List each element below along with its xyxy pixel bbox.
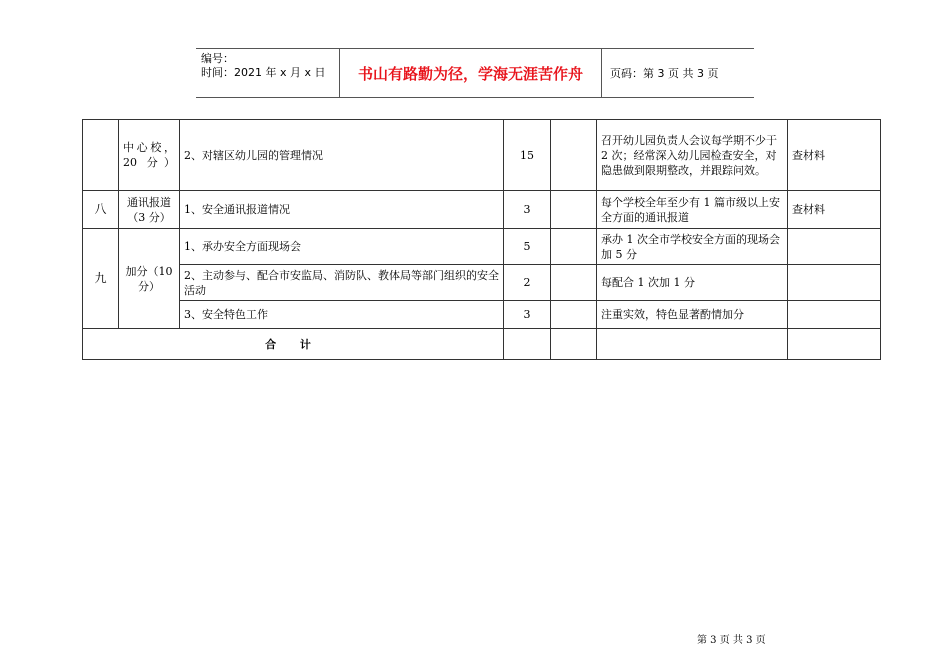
- score-cell: 5: [504, 229, 551, 265]
- item-cell: 1、承办安全方面现场会: [180, 229, 504, 265]
- score-cell: 3: [504, 191, 551, 229]
- actual-score-cell: [551, 301, 597, 329]
- item-cell: 3、安全特色工作: [180, 301, 504, 329]
- method-cell: [788, 229, 881, 265]
- time-label: 时间：2021 年 x 月 x 日: [201, 66, 326, 79]
- header-page-info: 页码：第 3 页 共 3 页: [610, 67, 719, 80]
- actual-score-cell: [551, 265, 597, 301]
- standard-cell: 召开幼儿园负责人会议每学期不少于 2 次；经常深入幼儿园检查安全，对隐患做到限期整改，并跟踪问效。: [597, 120, 788, 191]
- standard-cell: 每配合 1 次加 1 分: [597, 265, 788, 301]
- table-row: [83, 301, 881, 329]
- method-cell: [788, 265, 881, 301]
- item-cell: 2、对辖区幼儿园的管理情况: [180, 120, 504, 191]
- scoring-table: [82, 119, 881, 360]
- item-cell: 1、安全通讯报道情况: [180, 191, 504, 229]
- actual-score-cell: [551, 229, 597, 265]
- score-cell: 15: [504, 120, 551, 191]
- total-standard-cell: [597, 329, 788, 360]
- table-row: [83, 229, 881, 265]
- standard-cell: 注重实效，特色显著酌情加分: [597, 301, 788, 329]
- total-actual-cell: [551, 329, 597, 360]
- actual-score-cell: [551, 191, 597, 229]
- standard-cell: 每个学校全年至少有 1 篇市级以上安全方面的通讯报道: [597, 191, 788, 229]
- method-cell: 查材料: [788, 120, 881, 191]
- total-row: [83, 329, 881, 360]
- table-row: [83, 191, 881, 229]
- section-category: 加分（10 分）: [119, 229, 180, 329]
- section-number: 八: [83, 191, 119, 229]
- page-header: [196, 48, 754, 98]
- header-meta: [196, 49, 339, 97]
- total-score-cell: [504, 329, 551, 360]
- score-cell: 2: [504, 265, 551, 301]
- section-number: [83, 120, 119, 191]
- method-cell: 查材料: [788, 191, 881, 229]
- actual-score-cell: [551, 120, 597, 191]
- serial-label: 编号：: [201, 52, 234, 65]
- page-footer: 第 3 页 共 3 页: [697, 635, 766, 646]
- total-method-cell: [788, 329, 881, 360]
- standard-cell: 承办 1 次全市学校安全方面的现场会加 5 分: [597, 229, 788, 265]
- score-cell: 3: [504, 301, 551, 329]
- section-category: 通讯报道（3 分）: [119, 191, 180, 229]
- item-cell: 2、主动参与、配合市安监局、消防队、教体局等部门组织的安全活动: [180, 265, 504, 301]
- table-row: [83, 265, 881, 301]
- header-motto: 书山有路勤为径，学海无涯苦作舟: [339, 49, 602, 97]
- total-label: 合 计: [83, 329, 504, 360]
- section-category: 中心校，20 分）: [119, 120, 180, 191]
- section-number: 九: [83, 229, 119, 329]
- table-row: [83, 120, 881, 191]
- method-cell: [788, 301, 881, 329]
